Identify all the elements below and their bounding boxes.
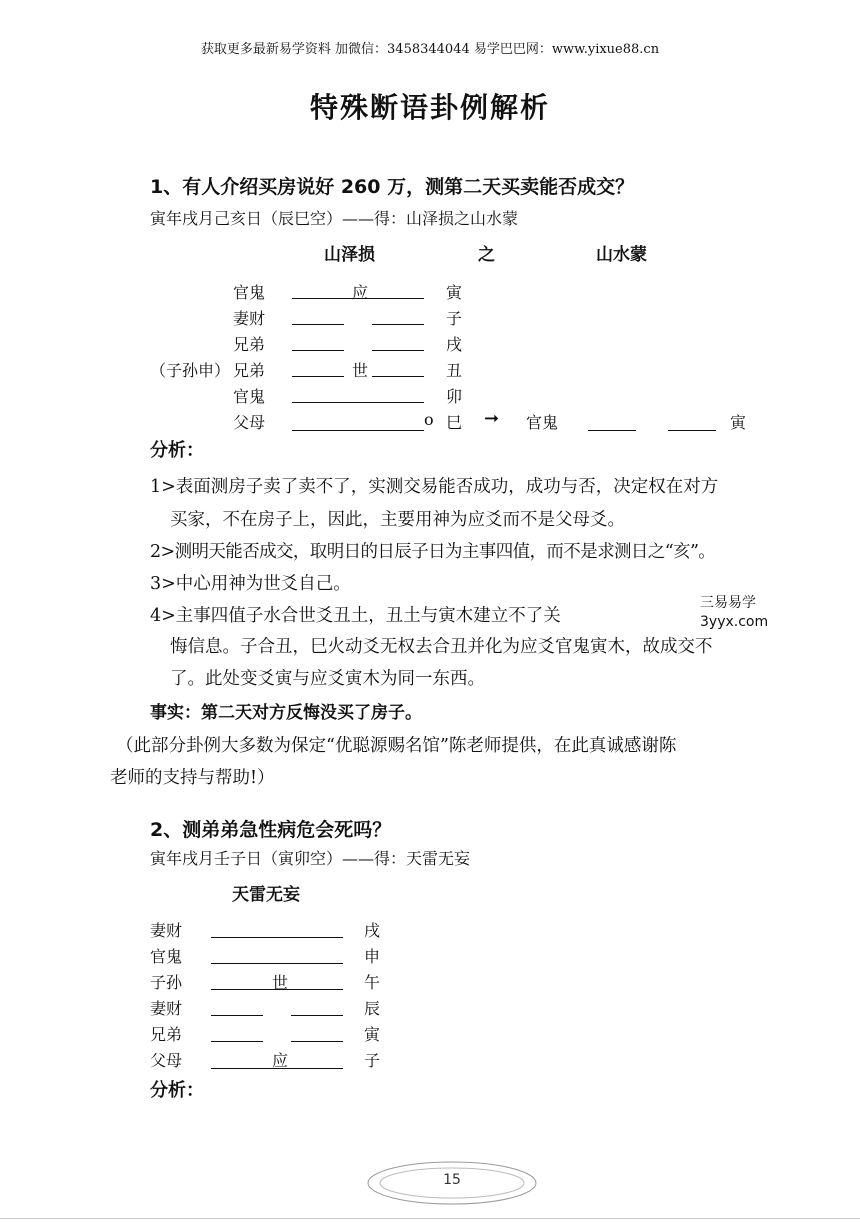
case1-change-yin-line-left xyxy=(588,430,636,431)
case1-analysis-label: 分析： xyxy=(150,440,204,461)
case1-row2-branch: 子 xyxy=(446,309,463,328)
case1-change-branch: 寅 xyxy=(730,413,747,432)
case1-row2-yin-line-right xyxy=(372,324,424,325)
case1-point-1-cont: 买家，不在房子上，因此，主要用神为应爻而不是父母爻。 xyxy=(170,510,625,530)
page-number: 15 xyxy=(443,1172,461,1188)
case1-change-relation: 官鬼 xyxy=(526,413,559,432)
case1-row1-mark: 应 xyxy=(352,283,369,302)
case1-hex-zhi: 之 xyxy=(478,245,495,265)
case1-row3-yin-line-left xyxy=(292,350,344,351)
case2-row3-branch: 午 xyxy=(364,973,381,992)
case1-row4-branch: 丑 xyxy=(446,361,463,380)
case1-point-4: 4>主事四值子水合世爻丑土，丑土与寅木建立不了关 xyxy=(150,606,561,626)
case1-fact-label: 事实： xyxy=(150,703,201,723)
case2-row6-branch: 子 xyxy=(364,1051,381,1070)
case1-hex-main: 山泽损 xyxy=(324,245,375,265)
case2-row2-relation: 官鬼 xyxy=(150,947,183,966)
case1-row6-yang-line xyxy=(292,430,424,431)
case2-row3-mark: 世 xyxy=(272,973,289,992)
case1-fact-text: 第二天对方反悔没买了房子。 xyxy=(201,703,422,723)
case1-row5-yang-line xyxy=(292,402,424,403)
case1-row3-relation: 兄弟 xyxy=(233,335,266,354)
case1-row5-branch: 卯 xyxy=(446,387,463,406)
thanks-line-2: 老师的支持与帮助!） xyxy=(110,768,275,788)
case1-row1-relation: 官鬼 xyxy=(233,283,266,302)
case2-row2-yang-line xyxy=(211,963,343,964)
case1-row4-yin-line-right xyxy=(372,376,424,377)
case2-row4-yin-line-left xyxy=(211,1015,263,1016)
case1-row6-relation: 父母 xyxy=(233,413,266,432)
watermark-line-1: 三易易学 xyxy=(700,595,756,611)
case1-point-4-cont: 悔信息。子合丑，巳火动爻无权去合丑并化为应爻官鬼寅木，故成交不 xyxy=(170,637,713,657)
case2-row4-branch: 辰 xyxy=(364,999,381,1018)
case2-row5-relation: 兄弟 xyxy=(150,1025,183,1044)
watermark-line-2: 3yyx.com xyxy=(700,614,769,630)
document-title: 特殊断语卦例解析 xyxy=(309,91,550,124)
thanks-line-1: （此部分卦例大多数为保定“优聪源赐名馆”陈老师提供，在此真诚感谢陈 xyxy=(116,736,677,756)
case1-row4-mark: 世 xyxy=(352,361,369,380)
case2-analysis-label: 分析： xyxy=(150,1080,204,1101)
case2-row4-yin-line-right xyxy=(291,1015,343,1016)
case1-change-yin-line-right xyxy=(668,430,716,431)
case1-point-4-cont2: 了。此处变爻寅与应爻寅木为同一东西。 xyxy=(170,669,485,689)
case1-row4-yin-line-left xyxy=(292,376,344,377)
case2-row1-branch: 戌 xyxy=(364,921,381,940)
case2-row5-yin-line-left xyxy=(211,1041,263,1042)
case2-row6-mark: 应 xyxy=(272,1051,289,1070)
header-note: 获取更多最新易学资料 加微信：3458344044 易学巴巴网：www.yixue88.cn xyxy=(200,42,660,57)
case1-row4-fushen: （子孙申） xyxy=(150,361,231,380)
change-arrow-icon: ➞ xyxy=(484,408,500,429)
case2-heading: 2、测弟弟急性病危会死吗？ xyxy=(150,819,392,841)
case1-point-1: 1>表面测房子卖了卖不了，实测交易能否成功，成功与否，决定权在对方 xyxy=(150,477,719,497)
case1-hex-change: 山水蒙 xyxy=(596,245,647,265)
case1-row3-branch: 戌 xyxy=(446,335,463,354)
case1-fact xyxy=(150,698,422,723)
watermark-box xyxy=(610,588,800,634)
case2-row4-relation: 妻财 xyxy=(150,999,183,1018)
case1-point-2: 2>测明天能否成交，取明日的日辰子日为主事四值，而不是求测日之“亥”。 xyxy=(150,542,716,562)
case2-row3-relation: 子孙 xyxy=(150,973,183,992)
case1-row2-yin-line-left xyxy=(292,324,344,325)
case2-row5-yin-line-right xyxy=(291,1041,343,1042)
case1-row2-relation: 妻财 xyxy=(233,309,266,328)
case2-date-line: 寅年戌月壬子日（寅卯空）——得：天雷无妄 xyxy=(150,849,471,868)
case1-row5-relation: 官鬼 xyxy=(233,387,266,406)
case2-row5-branch: 寅 xyxy=(364,1025,381,1044)
case1-row6-branch: 巳 xyxy=(446,413,463,432)
case2-row1-yang-line xyxy=(211,937,343,938)
case2-row1-relation: 妻财 xyxy=(150,921,183,940)
case1-row4-relation: 兄弟 xyxy=(233,361,266,380)
case2-row2-branch: 申 xyxy=(364,947,381,966)
case2-hex-main: 天雷无妄 xyxy=(232,885,300,905)
case1-row1-branch: 寅 xyxy=(446,283,463,302)
case1-row3-yin-line-right xyxy=(372,350,424,351)
bottom-rule xyxy=(0,1218,860,1219)
case1-heading: 1、有人介绍买房说好 260 万，测第二天买卖能否成交？ xyxy=(150,176,635,198)
case1-date-line: 寅年戌月己亥日（辰巳空）——得：山泽损之山水蒙 xyxy=(150,209,519,228)
case1-point-3: 3>中心用神为世爻自己。 xyxy=(150,574,351,594)
case2-row6-relation: 父母 xyxy=(150,1051,183,1070)
case1-row6-moving-mark: o xyxy=(424,410,434,429)
